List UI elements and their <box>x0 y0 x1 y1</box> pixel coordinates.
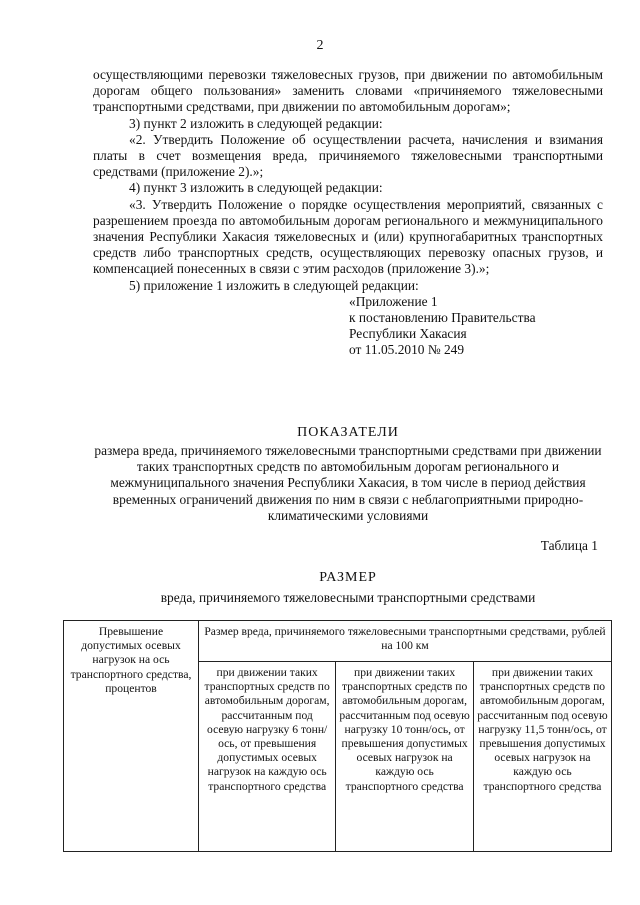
paragraph: «2. Утвердить Положение об осуществлении расчета, начисления и взимания платы в счет возмещения вреда, причиняемого тяжеловесными транспортными средствами (приложение 2).»; <box>93 131 603 180</box>
table-number: Таблица 1 <box>540 538 598 553</box>
paragraph: 5) приложение 1 изложить в следующей редакции: <box>129 277 419 293</box>
section-subtitle: размера вреда, причиняемого тяжеловесными транспортными средствами при движении таких транспортных средств по автомобильным дорогам регионального и межмуниципального значения Республики Хакасия, в том числе в период действия временных ограничений движения по ним в связи с неблагоприятными природно-климатическими условиями <box>94 443 602 523</box>
body-text <box>93 67 603 359</box>
appendix-ref-line: «Приложение 1 <box>349 293 438 309</box>
paragraph: 3) пункт 2 изложить в следующей редакции: <box>129 115 383 131</box>
paragraph: 4) пункт 3 изложить в следующей редакции: <box>129 180 383 196</box>
table-subheader-cell: при движении таких транспортных средств по автомобильным дорогам, рассчитанным под осевую нагрузку 10 тонн/ось, от превышения допустимых осевых нагрузок на каждую ось транспортного средства <box>336 662 474 852</box>
paragraph: «3. Утвердить Положение о порядке осуществления мероприятий, связанных с разрешением проезда по автомобильным дорогам регионального и межмуниципального значения Республики Хакасия тяжеловесных и (или) крупногабаритных транспортных средств либо транспортных средств, осуществляющих перевозку опасных грузов, и компенсацией понесенных в связи с этим расходов (приложение 3).»; <box>93 196 603 277</box>
paragraph: осуществляющими перевозки тяжеловесных грузов, при движении по автомобильным дорогам общего пользования» заменить словами «причиняемого тяжеловесными транспортными средствами, при движении по автомобильным дорогам»; <box>93 67 603 115</box>
table-header-cell: Превышение допустимых осевых нагрузок на ось транспортного средства, процентов <box>64 621 199 852</box>
table-subtitle: вреда, причиняемого тяжеловесными транспортными средствами <box>160 590 536 605</box>
table-title: РАЗМЕР <box>319 570 377 585</box>
section-title: ПОКАЗАТЕЛИ <box>297 425 399 440</box>
appendix-ref-line: Республики Хакасия <box>349 326 467 342</box>
appendix-ref-line: к постановлению Правительства <box>349 310 536 326</box>
appendix-ref-line: от 11.05.2010 № 249 <box>349 342 465 358</box>
table-group-header: Размер вреда, причиняемого тяжеловесными транспортными средствами, рублей на 100 км <box>199 621 612 662</box>
damage-table <box>63 620 612 852</box>
table-subheader-cell: при движении таких транспортных средств по автомобильным дорогам, рассчитанным под осевую нагрузку 11,5 тонн/ось, от превышения допустимых осевых нагрузок на каждую ось транспортного средства <box>473 662 611 852</box>
page-number: 2 <box>316 38 324 53</box>
table-subheader-cell: при движении таких транспортных средств по автомобильным дорогам, рассчитанным под осевую нагрузку 6 тонн/ось, от превышения допустимых осевых нагрузок на каждую ось транспортного средства <box>199 662 336 852</box>
